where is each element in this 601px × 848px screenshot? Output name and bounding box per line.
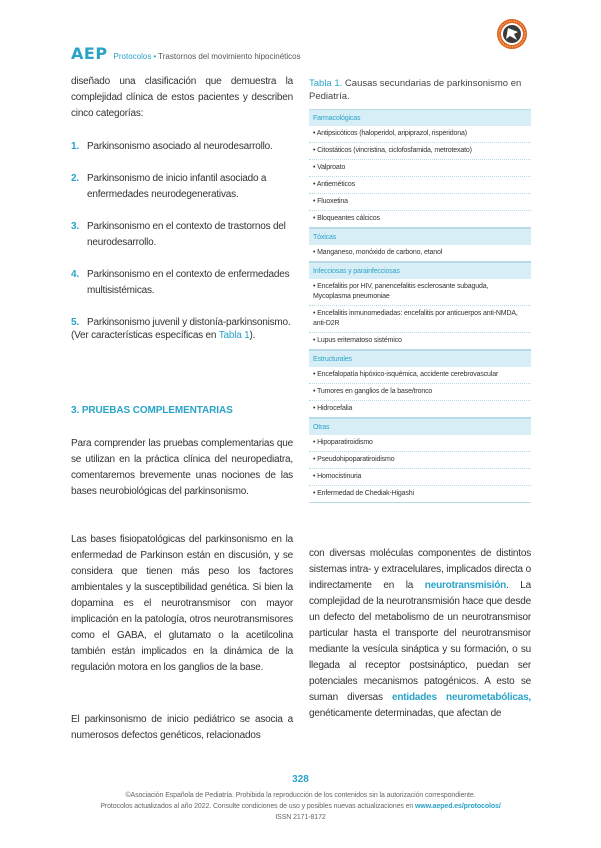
table-row: • Citostáticos (vincristina, ciclofosfamida, metrotexato) — [309, 143, 531, 160]
paragraph: Las bases fisiopatológicas del parkinsonismo en la enfermedad de Parkinson están en discusión, y se considera que tienen más peso los factores ambientales y la susceptibilidad genética. Si bien la dopamina es el neurotransmisor con mayor implicación en la patología, otros neurotransmisores como el GABA, el glutamato o la acetilcolina también están implicados en la dinámica de la regulación motora en los ganglios de la base. — [71, 534, 293, 673]
header-topic: Trastornos del movimiento hipocinéticos — [158, 52, 301, 61]
table-1-link[interactable]: Tabla 1 — [218, 330, 250, 341]
table-group-header: Farmacológicas — [309, 109, 531, 126]
table-row: • Antipsicóticos (haloperidol, aripiprazol, risperidona) — [309, 126, 531, 143]
table-row: • Encefalitis inmunomediadas: encefalitis por anticuerpos anti-NMDA, anti-D2R — [309, 306, 531, 333]
table-group-header: Otras — [309, 418, 531, 435]
aep-seal-icon — [496, 18, 528, 50]
table-number: Tabla 1. — [309, 78, 343, 89]
table-row: • Fluoxetina — [309, 194, 531, 211]
list-item: 4. Parkinsonismo en el contexto de enfermedades multisistémicas. — [71, 269, 290, 296]
intro-paragraph: diseñado una clasificación que demuestra la complejidad clínica de estos pacientes y describen cinco categorías: — [71, 76, 293, 119]
neurotransmission-link[interactable]: neurotransmisión — [424, 580, 507, 591]
table-row: • Hipoparatiroidismo — [309, 435, 531, 452]
protocols-url-link[interactable]: www.aeped.es/protocolos/ — [415, 803, 501, 810]
copyright-line: ©Asociación Española de Pediatría. Prohibida la reproducción de los contenidos sin la autorización correspondiente. — [125, 792, 476, 799]
paragraph: Para comprender las pruebas complementarias que se utilizan en la práctica clínica del neuropediatra, comentaremos brevemente unas nociones de las bases neurobiológicas del parkinsonismo. — [71, 438, 293, 497]
right-column-paragraph: con diversas moléculas componentes de distintos sistemas intra- y extracelulares, implicados directa o indirectamente en la neurotransmisión. La complejidad de la neurotransmisión hace que desde un defecto del metabolismo de un neurotransmisor particular hasta el transporte del neurotransmisor mediante la vesícula sináptica y su formación, o su llegada al receptor postsináptico, puedan ser potenciales mecanismos patogénicos. A esto se suman diversas entidades neurometabólicas, genéticamente determinadas, que afectan de — [309, 548, 532, 719]
neurometabolic-link[interactable]: entidades neurometabólicas, — [392, 692, 532, 703]
table-reference: (Ver características específicas en Tabla 1). — [71, 330, 256, 341]
table-group-header: Infecciosas y parainfecciosas — [309, 262, 531, 279]
list-item: 5. Parkinsonismo juvenil y distonía-parkinsonismo. — [71, 317, 291, 328]
table-row: • Valproato — [309, 160, 531, 177]
table-row: • Lupus eritematoso sistémico — [309, 333, 531, 350]
table-row: • Enfermedad de Chediak-Higashi — [309, 486, 531, 503]
update-line: Protocolos actualizados al año 2022. Consulte condiciones de uso y posibles nuevas actualizaciones en www.aeped.es/protocolos/ — [100, 803, 501, 810]
issn-line: ISSN 2171-8172 — [275, 814, 326, 821]
table-row: • Manganeso, monóxido de carbono, etanol — [309, 245, 531, 262]
category-list — [71, 139, 293, 347]
running-header — [71, 44, 301, 63]
header-series: Protocolos — [113, 52, 152, 61]
header-separator: • — [153, 52, 157, 61]
table-row: • Encefalopatía hipóxico-isquémica, accidente cerebrovascular — [309, 367, 531, 384]
table-row: • Homocistinuria — [309, 469, 531, 486]
header-subtitle — [114, 52, 301, 61]
list-item: 1. Parkinsonismo asociado al neurodesarrollo. — [71, 141, 273, 152]
table-row: • Bloqueantes cálcicos — [309, 211, 531, 228]
paragraph: El parkinsonismo de inicio pediátrico se asocia a numerosos defectos genéticos, relacionados — [71, 714, 293, 741]
table-caption: Tabla 1. Causas secundarias de parkinsonismo en Pediatría. — [309, 78, 522, 102]
causes-table — [309, 109, 531, 503]
table-row: • Antieméticos — [309, 177, 531, 194]
list-item: 2. Parkinsonismo de inicio infantil asociado a enfermedades neurodegenerativas. — [71, 173, 267, 200]
section-title: 3. PRUEBAS COMPLEMENTARIAS — [71, 405, 233, 416]
list-item: 3. Parkinsonismo en el contexto de trastornos del neurodesarrollo. — [71, 221, 286, 248]
table-row: • Pseudohipoparatiroidismo — [309, 452, 531, 469]
table-group-header: Estructurales — [309, 350, 531, 367]
table-row: • Encefalitis por HIV, panencefalitis esclerosante subaguda, Mycoplasma pneumoniae — [309, 279, 531, 306]
page-number: 328 — [292, 774, 309, 785]
table-row: • Tumores en ganglios de la base/tronco — [309, 384, 531, 401]
aep-logo: AEP — [71, 44, 108, 63]
table-row: • Hidrocefalia — [309, 401, 531, 418]
table-group-header: Tóxicas — [309, 228, 531, 245]
